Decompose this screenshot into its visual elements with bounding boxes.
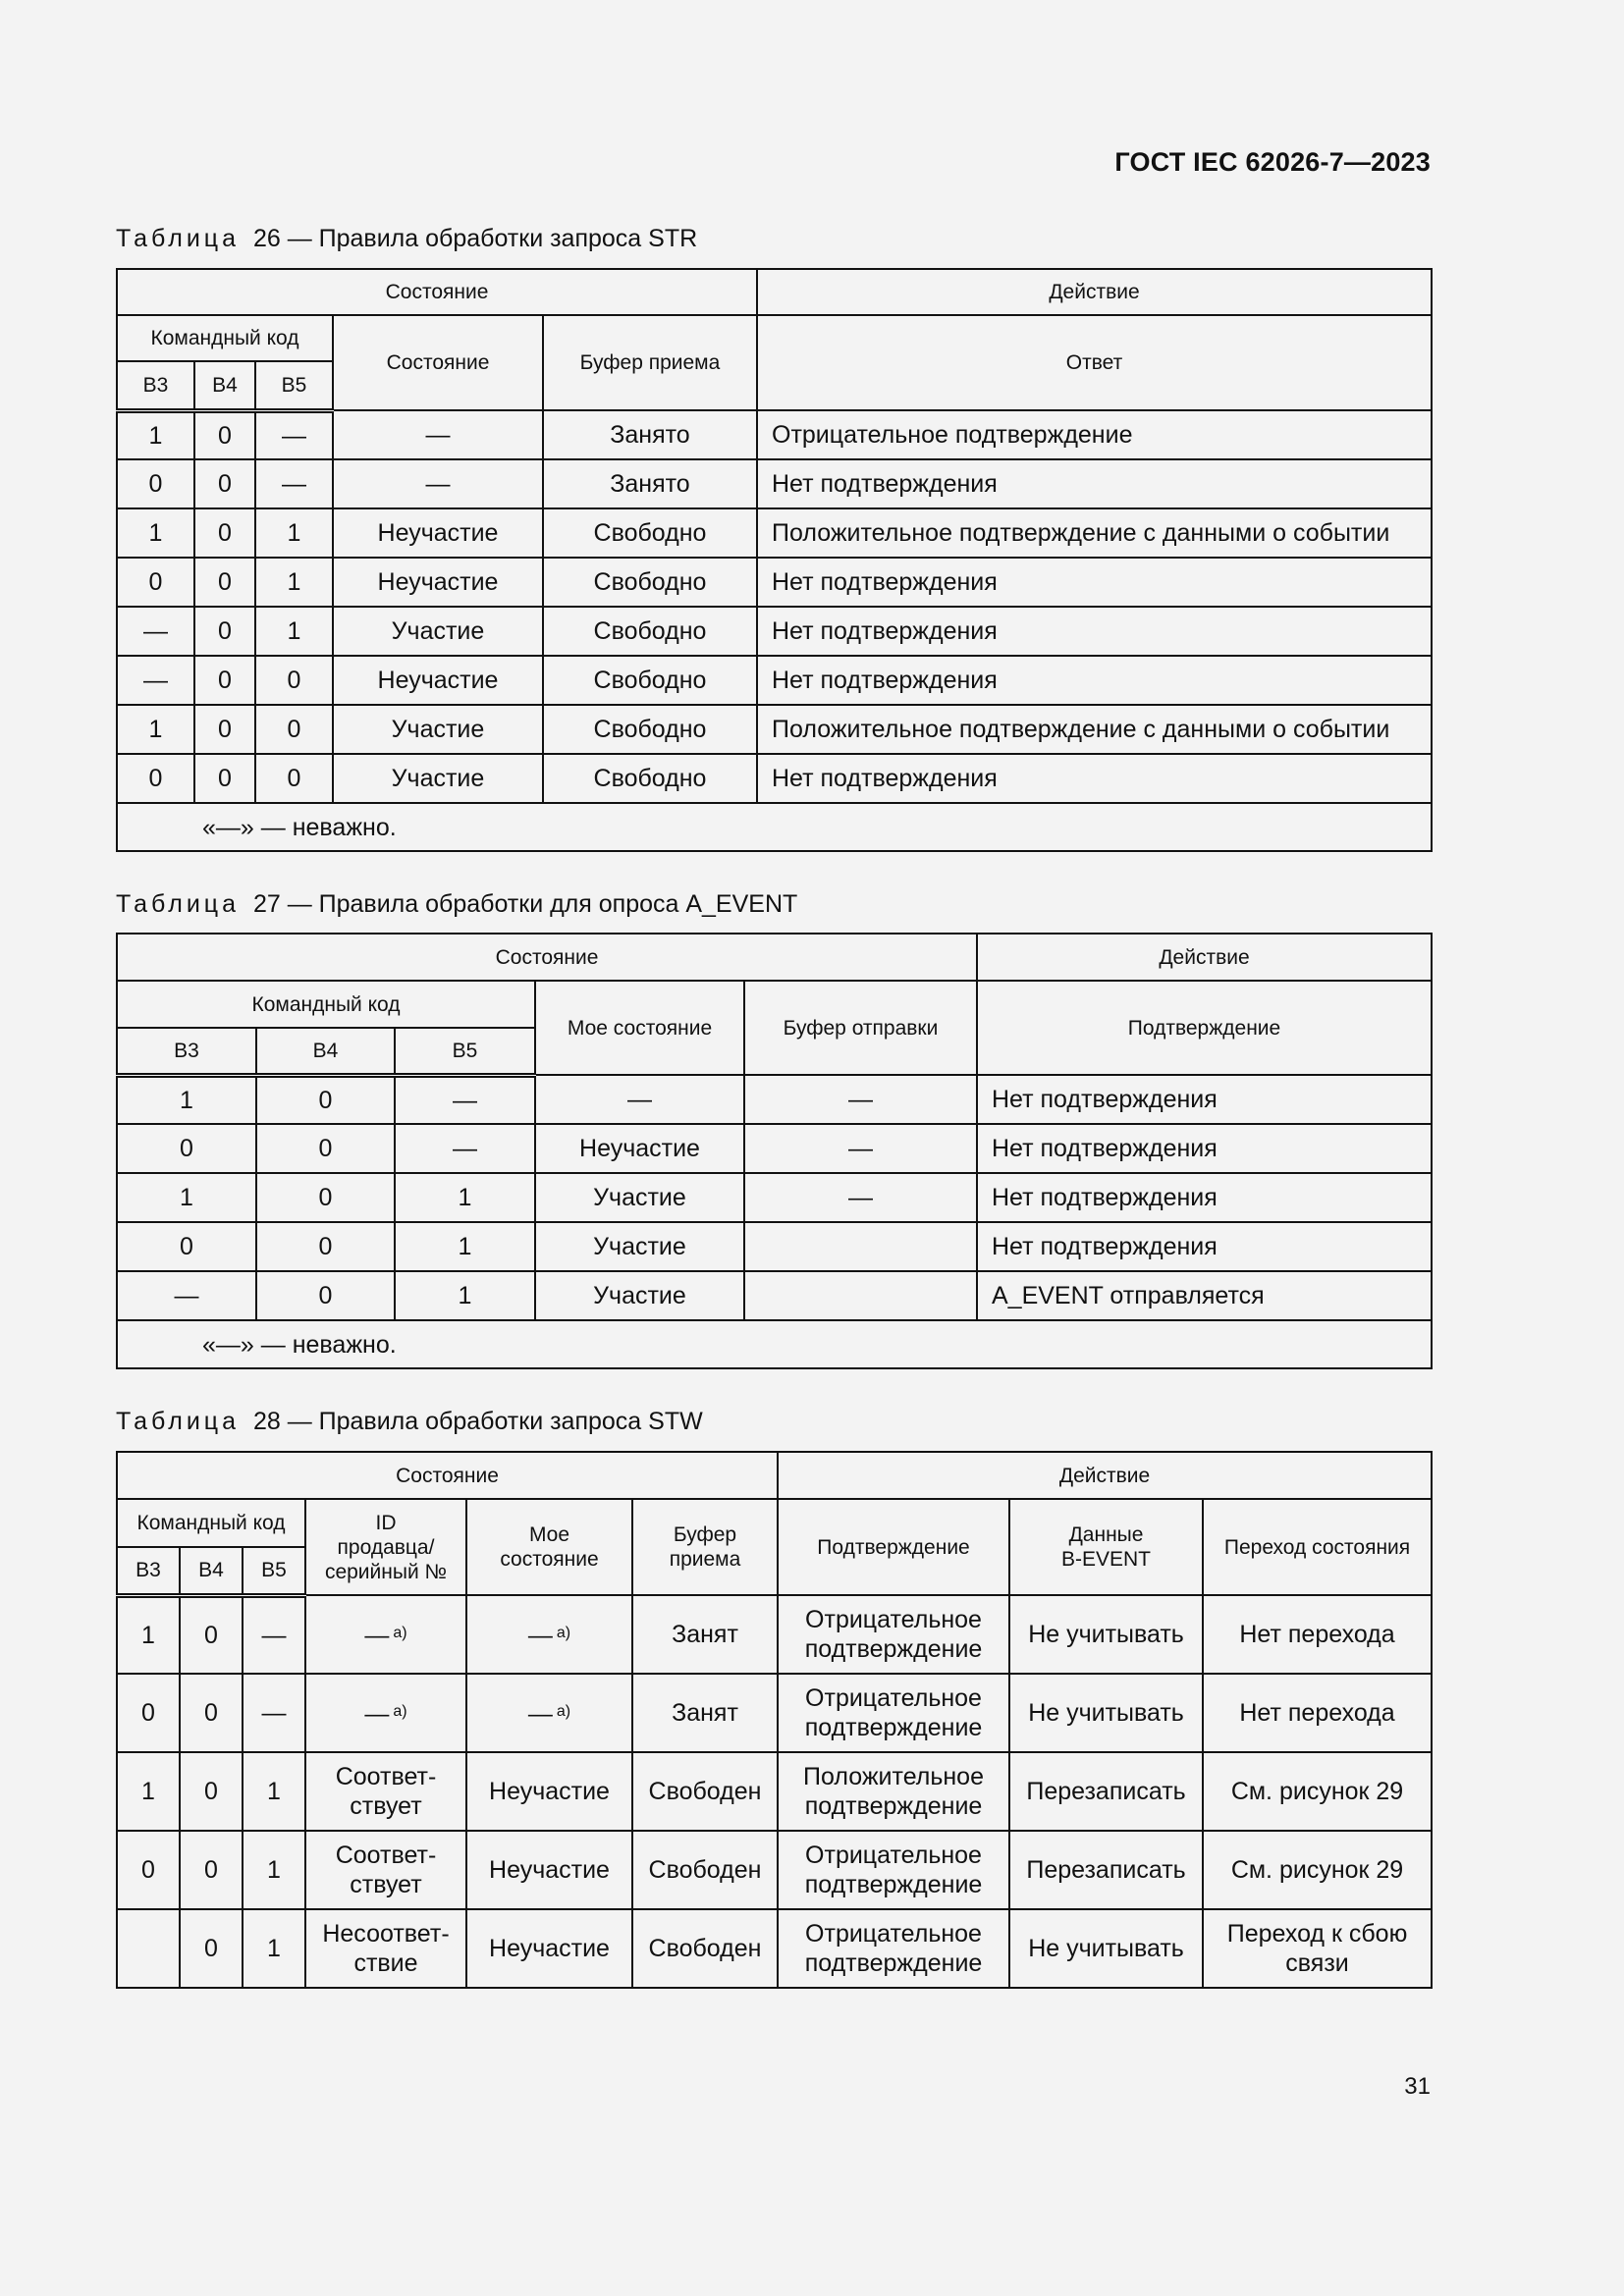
cell-line: Соответ- (335, 1763, 437, 1790)
cell-buffer: Свободен (632, 1909, 778, 1988)
cell-buffer: — (744, 1173, 977, 1222)
cell-b5: 0 (255, 705, 333, 754)
cell-my-state: Участие (535, 1222, 744, 1271)
cell-b-event-data: Перезаписать (1009, 1831, 1203, 1909)
cell-text: — (527, 1700, 553, 1728)
table-row (117, 1595, 1432, 1674)
header-b3: B3 (117, 1547, 180, 1595)
cell-line: подтверждение (804, 1792, 983, 1820)
cell-b4: 0 (194, 607, 255, 656)
caption-label: Таблица (116, 890, 241, 918)
cell-b5: 1 (243, 1909, 305, 1988)
cell-b5: 0 (255, 656, 333, 705)
header-status: Состояние (333, 315, 543, 410)
cell-my-state: Участие (535, 1173, 744, 1222)
cell-b3: 1 (117, 508, 194, 558)
cell-b3: 1 (117, 705, 194, 754)
cell-status: Участие (333, 607, 543, 656)
cell-b5: 1 (255, 607, 333, 656)
cell-vendor-id (305, 1752, 466, 1831)
cell-status: Неучастие (333, 508, 543, 558)
cell-my-state: Участие (535, 1271, 744, 1320)
cell-my-state: Неучастие (466, 1909, 632, 1988)
cell-my-state (466, 1674, 632, 1752)
cell-b-event-data: Перезаписать (1009, 1752, 1203, 1831)
cell-b4: 0 (194, 410, 255, 459)
cell-b4: 0 (256, 1075, 395, 1124)
cell-line: подтверждение (804, 1949, 983, 1977)
cell-b3: 0 (117, 459, 194, 508)
header-state: Состояние (117, 934, 977, 981)
table-row (117, 1173, 1432, 1222)
table-row (117, 1674, 1432, 1752)
cell-line: Отрицательное (805, 1920, 982, 1948)
cell-line: подтверждение (804, 1871, 983, 1898)
cell-vendor-id (305, 1909, 466, 1988)
table-row (117, 558, 1432, 607)
cell-b3: 0 (117, 1222, 256, 1271)
cell-answer: Нет подтверждения (757, 656, 1432, 705)
table-27-caption (116, 890, 797, 919)
cell-status: — (333, 410, 543, 459)
cell-b5: 1 (395, 1173, 535, 1222)
cell-buffer: Свободно (543, 656, 757, 705)
header-send-buffer: Буфер отправки (744, 981, 977, 1075)
header-line: Мое (528, 1523, 570, 1546)
cell-confirmation: Нет подтверждения (977, 1173, 1432, 1222)
cell-b5: — (243, 1674, 305, 1752)
cell-line: Отрицательное (805, 1842, 982, 1869)
cell-b-event-data: Не учитывать (1009, 1595, 1203, 1674)
cell-confirmation (778, 1831, 1009, 1909)
table-row (117, 705, 1432, 754)
cell-b4: 0 (194, 508, 255, 558)
header-confirmation: Подтверждение (778, 1499, 1009, 1595)
header-line: продавца/ (337, 1535, 435, 1559)
header-action: Действие (757, 269, 1432, 315)
cell-b4: 0 (194, 705, 255, 754)
cell-buffer (744, 1222, 977, 1271)
cell-b5: 1 (243, 1752, 305, 1831)
table-note: «—» — неважно. (117, 1320, 1432, 1368)
cell-b3: 1 (117, 1752, 180, 1831)
cell-buffer: Свободно (543, 607, 757, 656)
cell-line: ствует (350, 1871, 422, 1898)
cell-vendor-id (305, 1831, 466, 1909)
table-row (117, 607, 1432, 656)
cell-answer: Нет подтверждения (757, 754, 1432, 803)
cell-b4: 0 (256, 1222, 395, 1271)
cell-text: — (527, 1622, 553, 1649)
cell-answer: Нет подтверждения (757, 459, 1432, 508)
table-row (117, 1222, 1432, 1271)
cell-line: подтверждение (804, 1714, 983, 1741)
header-b5: B5 (243, 1547, 305, 1595)
cell-line: Отрицательное (805, 1606, 982, 1633)
header-b4: B4 (256, 1028, 395, 1075)
cell-b5: — (255, 410, 333, 459)
cell-answer: Положительное подтверждение с данными о событии (757, 705, 1432, 754)
cell-buffer: Свободен (632, 1831, 778, 1909)
cell-confirmation (778, 1595, 1009, 1674)
table-26-caption (116, 225, 697, 253)
cell-confirmation: A_EVENT отправляется (977, 1271, 1432, 1320)
document-header: ГОСТ IEC 62026-7—2023 (1114, 147, 1431, 177)
table-row (117, 1075, 1432, 1124)
cell-b4: 0 (180, 1674, 243, 1752)
table-27 (116, 933, 1433, 1369)
cell-b3: — (117, 656, 194, 705)
cell-buffer: Свободно (543, 705, 757, 754)
cell-line: ствует (350, 1792, 422, 1820)
table-row (117, 754, 1432, 803)
header-b5: B5 (255, 361, 333, 410)
cell-b3: 0 (117, 1124, 256, 1173)
caption-label: Таблица (116, 1408, 241, 1435)
header-line: B-EVENT (1061, 1548, 1152, 1571)
cell-b5: — (395, 1124, 535, 1173)
cell-b4: 0 (180, 1752, 243, 1831)
header-state: Состояние (117, 1452, 778, 1499)
caption-text: 27 — Правила обработки для опроса A_EVENT (252, 890, 798, 918)
header-line: ID (375, 1511, 397, 1534)
cell-line: Переход к сбою (1226, 1920, 1408, 1948)
cell-buffer: — (744, 1124, 977, 1173)
cell-line: Соответ- (335, 1842, 437, 1869)
cell-b3: 0 (117, 558, 194, 607)
header-line: состояние (500, 1548, 599, 1571)
cell-b3: — (117, 1271, 256, 1320)
cell-vendor-id (305, 1674, 466, 1752)
cell-answer: Нет подтверждения (757, 607, 1432, 656)
cell-buffer: Свободен (632, 1752, 778, 1831)
header-line: серийный № (324, 1560, 448, 1583)
cell-confirmation: Нет подтверждения (977, 1222, 1432, 1271)
cell-buffer (744, 1271, 977, 1320)
header-command-code: Командный код (117, 315, 333, 361)
cell-b3 (117, 1909, 180, 1988)
header-vendor-id (305, 1499, 466, 1595)
header-command-code: Командный код (117, 1499, 305, 1547)
header-my-state (466, 1499, 632, 1595)
cell-confirmation (778, 1909, 1009, 1988)
cell-b3: 0 (117, 754, 194, 803)
cell-b5: — (395, 1075, 535, 1124)
header-line: Данные (1068, 1523, 1144, 1546)
header-state: Состояние (117, 269, 757, 315)
cell-vendor-id (305, 1595, 466, 1674)
cell-transition (1203, 1909, 1432, 1988)
footnote-mark: а) (556, 1625, 571, 1641)
cell-line: ствие (353, 1949, 418, 1977)
caption-text: 28 — Правила обработки запроса STW (252, 1408, 703, 1435)
cell-text: — (364, 1622, 390, 1649)
footnote-mark: а) (393, 1625, 407, 1641)
header-line: Буфер (673, 1523, 737, 1546)
caption-text: 26 — Правила обработки запроса STR (252, 225, 698, 252)
cell-status: Участие (333, 754, 543, 803)
cell-buffer: Свободно (543, 754, 757, 803)
cell-line: Отрицательное (805, 1684, 982, 1712)
cell-b-event-data: Не учитывать (1009, 1674, 1203, 1752)
cell-b3: — (117, 607, 194, 656)
cell-b5: 1 (395, 1271, 535, 1320)
cell-my-state: Неучастие (535, 1124, 744, 1173)
caption-label: Таблица (116, 225, 241, 252)
cell-b4: 0 (180, 1595, 243, 1674)
table-row (117, 508, 1432, 558)
table-row (117, 656, 1432, 705)
cell-status: Неучастие (333, 558, 543, 607)
cell-answer: Нет подтверждения (757, 558, 1432, 607)
cell-transition: Нет перехода (1203, 1674, 1432, 1752)
cell-b5: — (255, 459, 333, 508)
cell-buffer: — (744, 1075, 977, 1124)
cell-b4: 0 (194, 656, 255, 705)
cell-b5: 1 (243, 1831, 305, 1909)
table-row (117, 1831, 1432, 1909)
cell-b5: — (243, 1595, 305, 1674)
cell-b5: 0 (255, 754, 333, 803)
cell-buffer: Свободно (543, 558, 757, 607)
cell-answer: Отрицательное подтверждение (757, 410, 1432, 459)
header-buffer: Буфер приема (543, 315, 757, 410)
cell-buffer: Занято (543, 459, 757, 508)
cell-transition: См. рисунок 29 (1203, 1831, 1432, 1909)
header-action: Действие (778, 1452, 1432, 1499)
cell-b4: 0 (194, 558, 255, 607)
cell-status: Участие (333, 705, 543, 754)
footnote-mark: а) (393, 1703, 407, 1720)
header-b-event-data (1009, 1499, 1203, 1595)
header-answer: Ответ (757, 315, 1432, 410)
table-row (117, 410, 1432, 459)
table-26 (116, 268, 1433, 852)
header-b4: B4 (180, 1547, 243, 1595)
cell-b4: 0 (256, 1271, 395, 1320)
footnote-mark: а) (556, 1703, 571, 1720)
cell-b3: 1 (117, 1595, 180, 1674)
cell-my-state: Неучастие (466, 1752, 632, 1831)
cell-b5: 1 (255, 508, 333, 558)
cell-b4: 0 (256, 1173, 395, 1222)
header-line: приема (669, 1548, 741, 1571)
header-b3: B3 (117, 361, 194, 410)
cell-transition: См. рисунок 29 (1203, 1752, 1432, 1831)
cell-confirmation (778, 1674, 1009, 1752)
table-row (117, 459, 1432, 508)
cell-line: Несоответ- (322, 1920, 450, 1948)
cell-confirmation (778, 1752, 1009, 1831)
cell-b3: 0 (117, 1831, 180, 1909)
table-28 (116, 1451, 1433, 1989)
header-action: Действие (977, 934, 1432, 981)
cell-answer: Положительное подтверждение с данными о событии (757, 508, 1432, 558)
cell-my-state (466, 1595, 632, 1674)
header-command-code: Командный код (117, 981, 535, 1028)
cell-b3: 1 (117, 1173, 256, 1222)
header-confirmation: Подтверждение (977, 981, 1432, 1075)
cell-confirmation: Нет подтверждения (977, 1124, 1432, 1173)
table-note: «—» — неважно. (117, 803, 1432, 851)
cell-buffer: Свободно (543, 508, 757, 558)
cell-b4: 0 (194, 754, 255, 803)
cell-line: связи (1285, 1949, 1349, 1977)
cell-buffer: Занят (632, 1595, 778, 1674)
cell-text: — (364, 1700, 390, 1728)
cell-b5: 1 (255, 558, 333, 607)
table-row (117, 1271, 1432, 1320)
cell-b-event-data: Не учитывать (1009, 1909, 1203, 1988)
cell-b4: 0 (180, 1909, 243, 1988)
page-number: 31 (1404, 2073, 1431, 2100)
cell-b4: 0 (180, 1831, 243, 1909)
cell-b3: 1 (117, 410, 194, 459)
table-row (117, 1909, 1432, 1988)
cell-my-state: Неучастие (466, 1831, 632, 1909)
table-row (117, 1124, 1432, 1173)
cell-b3: 1 (117, 1075, 256, 1124)
cell-transition: Нет перехода (1203, 1595, 1432, 1674)
header-b3: B3 (117, 1028, 256, 1075)
cell-status: — (333, 459, 543, 508)
cell-line: подтверждение (804, 1635, 983, 1663)
cell-b3: 0 (117, 1674, 180, 1752)
cell-my-state: — (535, 1075, 744, 1124)
header-my-state: Мое состояние (535, 981, 744, 1075)
table-row (117, 1752, 1432, 1831)
cell-b5: 1 (395, 1222, 535, 1271)
cell-b4: 0 (194, 459, 255, 508)
cell-buffer: Занят (632, 1674, 778, 1752)
header-b5: B5 (395, 1028, 535, 1075)
cell-b4: 0 (256, 1124, 395, 1173)
cell-status: Неучастие (333, 656, 543, 705)
header-state-transition: Переход состояния (1203, 1499, 1432, 1595)
cell-confirmation: Нет подтверждения (977, 1075, 1432, 1124)
table-28-caption (116, 1408, 703, 1436)
header-receive-buffer (632, 1499, 778, 1595)
cell-buffer: Занято (543, 410, 757, 459)
cell-line: Положительное (803, 1763, 984, 1790)
header-b4: B4 (194, 361, 255, 410)
